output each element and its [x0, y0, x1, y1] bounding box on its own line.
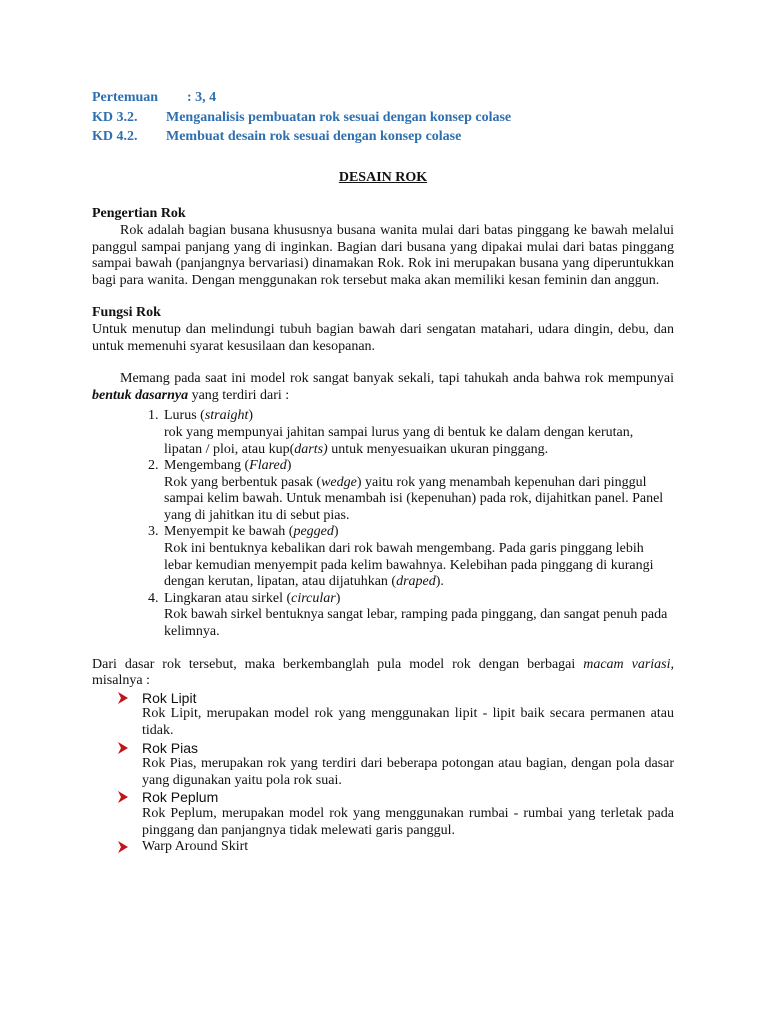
variation-desc: Rok Pias, merupakan rok yang terdiri dari beberapa potongan atau bagian, dengan pola dasar yang digunakan yaitu pola rok suai. — [142, 756, 674, 788]
arrow-bullet-icon — [116, 840, 130, 854]
arrow-bullet-icon — [116, 741, 130, 755]
pertemuan-label: Pertemuan — [92, 90, 159, 105]
basic-forms-list — [92, 408, 674, 640]
kd1-text: Menganalisis pembuatan rok sesuai dengan konsep colase — [166, 109, 512, 125]
list-item: 1. Lurus (straight) rok yang mempunyai jahitan sampai lurus yang di bentuk ke dalam dengan kerutan, lipatan / ploi, atau kup(darts) untuk menyesuaikan ukuran pinggang. — [162, 408, 674, 458]
pengertian-paragraph: Rok adalah bagian busana khususnya busana wanita mulai dari batas pinggang ke bawah melalui panggul sampai panjang yang di inginkan. Bagian dari busana yang dipakai mulai dari batas pinggang sampai bawah (panjangnya bervariasi) dinamakan Rok. Rok ini merupakan busana yang diperuntukkan bagi para wanita. Dengan menggunakan rok tersebut maka akan memiliki kesan feminin dan anggun. — [92, 222, 674, 288]
variation-name: Rok Peplum — [142, 789, 219, 806]
arrow-bullet-icon — [116, 691, 130, 705]
list-item-desc: Rok bawah sirkel bentuknya sangat lebar, ramping pada pinggang, dan sangat penuh pada kelimnya. — [164, 607, 668, 640]
list-item — [142, 740, 674, 790]
document-page — [92, 90, 674, 856]
list-item — [142, 839, 674, 856]
document-title: DESAIN ROK — [338, 169, 428, 185]
intro-emphasis: bentuk dasarnya — [92, 387, 189, 403]
fungsi-paragraph: Untuk menutup dan melindungi tubuh bagian bawah dari sengatan matahari, udara dingin, debu, dan untuk memenuhi syarat kesusilaan dan kesopanan. — [92, 321, 674, 354]
list-item: 3. Menyempit ke bawah (pegged) Rok ini bentuknya kebalikan dari rok bawah mengembang. Pada garis pinggang lebih lebar kemudian menyempit pada kelim bawahnya. Kelebihan pada pinggang di kurangi dengan kerutan, lipatan, atau dijatuhkan (draped). — [162, 524, 674, 590]
list-item: 2. Mengembang (Flared) Rok yang berbentuk pasak (wedge) yaitu rok yang menambah kepenuhan dari pinggul sampai kelim bawah. Untuk menambah isi (kepenuhan) pada rok, dijahitkan panel. Panel yang di jahitkan itu di sebut pias. — [162, 458, 674, 524]
variation-name: Rok Lipit — [142, 689, 197, 706]
pengertian-heading: Pengertian Rok — [92, 206, 186, 222]
list-item-desc: rok yang mempunyai jahitan sampai lurus yang di bentuk ke dalam dengan kerutan, lipatan / ploi, atau kup(darts) untuk menyesuaikan ukuran pinggang. — [164, 424, 634, 457]
kd2-line — [92, 129, 674, 146]
kd1-line — [92, 110, 674, 127]
list-item — [142, 789, 674, 839]
arrow-bullet-icon — [116, 790, 130, 804]
variation-name: Warp Around Skirt — [142, 839, 249, 855]
variation-desc: Rok Peplum, merupakan model rok yang menggunakan rumbai - rumbai yang terletak pada pinggang dan panjangnya tidak melewati garis panggul. — [142, 805, 674, 838]
list-item-desc: Rok ini bentuknya kebalikan dari rok bawah mengembang. Pada garis pinggang lebih lebar kemudian menyempit pada kelim bawahnya. Kelebihan pada pinggang di kurangi dengan kerutan, lipatan, atau dijatuhkan (draped). — [164, 541, 654, 590]
pertemuan-value: : 3, 4 — [187, 90, 217, 105]
variation-name: Rok Pias — [142, 739, 199, 756]
pertemuan-line — [92, 90, 674, 107]
kd1-label: KD 3.2. — [92, 109, 138, 125]
list-item: 4. Lingkaran atau sirkel (circular) Rok bawah sirkel bentuknya sangat lebar, ramping pada pinggang, dan sangat penuh pada kelimnya. — [162, 591, 674, 641]
list-item — [142, 690, 674, 740]
variation-desc: Rok Lipit, merupakan model rok yang menggunakan lipit - lipit baik secara permanen atau tidak. — [142, 706, 674, 738]
kd2-label: KD 4.2. — [92, 129, 138, 145]
variasi-paragraph: Dari dasar rok tersebut, maka berkembanglah pula model rok dengan berbagai macam variasi, misalnya : — [92, 656, 674, 689]
fungsi-heading: Fungsi Rok — [92, 305, 161, 321]
variasi-emphasis: macam variasi, — [583, 656, 674, 672]
kd2-text: Membuat desain rok sesuai dengan konsep colase — [166, 129, 462, 145]
list-item-desc: Rok yang berbentuk pasak (wedge) yaitu rok yang menambah kepenuhan dari pinggul sampai kelim bawah. Untuk menambah isi (kepenuhan) pada rok, dijahitkan panel. Panel yang di jahitkan itu di sebut pias. — [164, 474, 664, 523]
intro-paragraph: Memang pada saat ini model rok sangat banyak sekali, tapi tahukah anda bahwa rok mempunyai bentuk dasarnya yang terdiri dari : — [92, 371, 674, 403]
variations-list — [92, 690, 674, 856]
